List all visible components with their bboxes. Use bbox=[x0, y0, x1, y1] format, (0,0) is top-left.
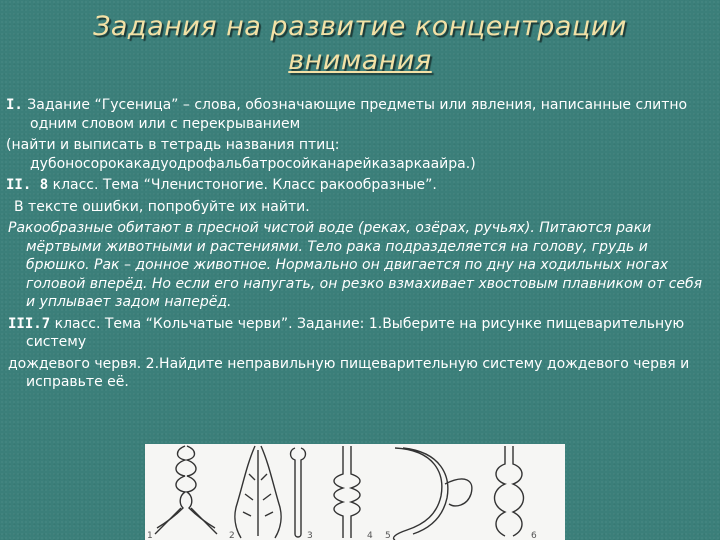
figure-label-6: 6 bbox=[531, 531, 537, 540]
figure-label-3: 3 bbox=[307, 531, 313, 540]
slide-title bbox=[40, 10, 680, 78]
title-line-2: внимания bbox=[288, 45, 432, 76]
figure-label-5: 5 bbox=[385, 531, 391, 540]
task-3-number: III.7 bbox=[8, 315, 51, 332]
drawing-6 bbox=[495, 446, 524, 536]
worm-digestive-drawings bbox=[145, 444, 565, 540]
title-line-1: Задания на развитие концентрации bbox=[93, 11, 627, 42]
task-3 bbox=[6, 315, 714, 352]
drawing-4 bbox=[334, 446, 360, 538]
task-3-text: класс. Тема “Кольчатые черви”. Задание: 1.Выберите на рисунке пищеварительную систему bbox=[26, 315, 685, 350]
task-2-hint: В тексте ошибки, попробуйте их найти. bbox=[14, 198, 310, 215]
drawing-3 bbox=[291, 448, 306, 537]
figure-label-1: 1 bbox=[147, 531, 153, 540]
task-1-text: Задание “Гусеница” – слова, обозначающие предметы или явления, написанные слитно одним словом или с перекрыванием bbox=[22, 97, 688, 132]
figure-label-2: 2 bbox=[229, 531, 235, 540]
task-3-text-2: дождевого червя. 2.Найдите неправильную пищеварительную систему дождевого червя и исправьте её. bbox=[8, 355, 690, 390]
task-1-number: I. bbox=[6, 97, 23, 113]
task-1-instruction: (найти и выписать в тетрадь названия птиц: дубоносорокакадуодрофальбатросойканарейказаркаайра.) bbox=[6, 137, 476, 172]
drawing-1 bbox=[155, 446, 217, 534]
task-2-number: II. 8 bbox=[6, 177, 49, 193]
task-2-passage: Ракообразные обитают в пресной чистой воде (реках, озёрах, ручьях). Питаются раки мёртвыми животными и растениями. Тело рака подразделяется на голову, грудь и брюшко. Рак – донное животное. Нормально он двигается по дну на ходильных ногах головой вперёд. Но если его напугать, он резко взмахивает хвостовым плавником от себя и уплывает задом наперёд. bbox=[8, 220, 703, 310]
digestive-system-figure bbox=[145, 444, 565, 540]
task-2-text: класс. Тема “Членистоногие. Класс ракообразные”. bbox=[48, 177, 437, 193]
slide-body bbox=[6, 96, 714, 395]
drawing-2 bbox=[235, 446, 281, 538]
drawing-5 bbox=[394, 448, 472, 540]
task-2 bbox=[6, 176, 714, 195]
task-1 bbox=[6, 96, 714, 133]
figure-label-4: 4 bbox=[367, 531, 373, 540]
